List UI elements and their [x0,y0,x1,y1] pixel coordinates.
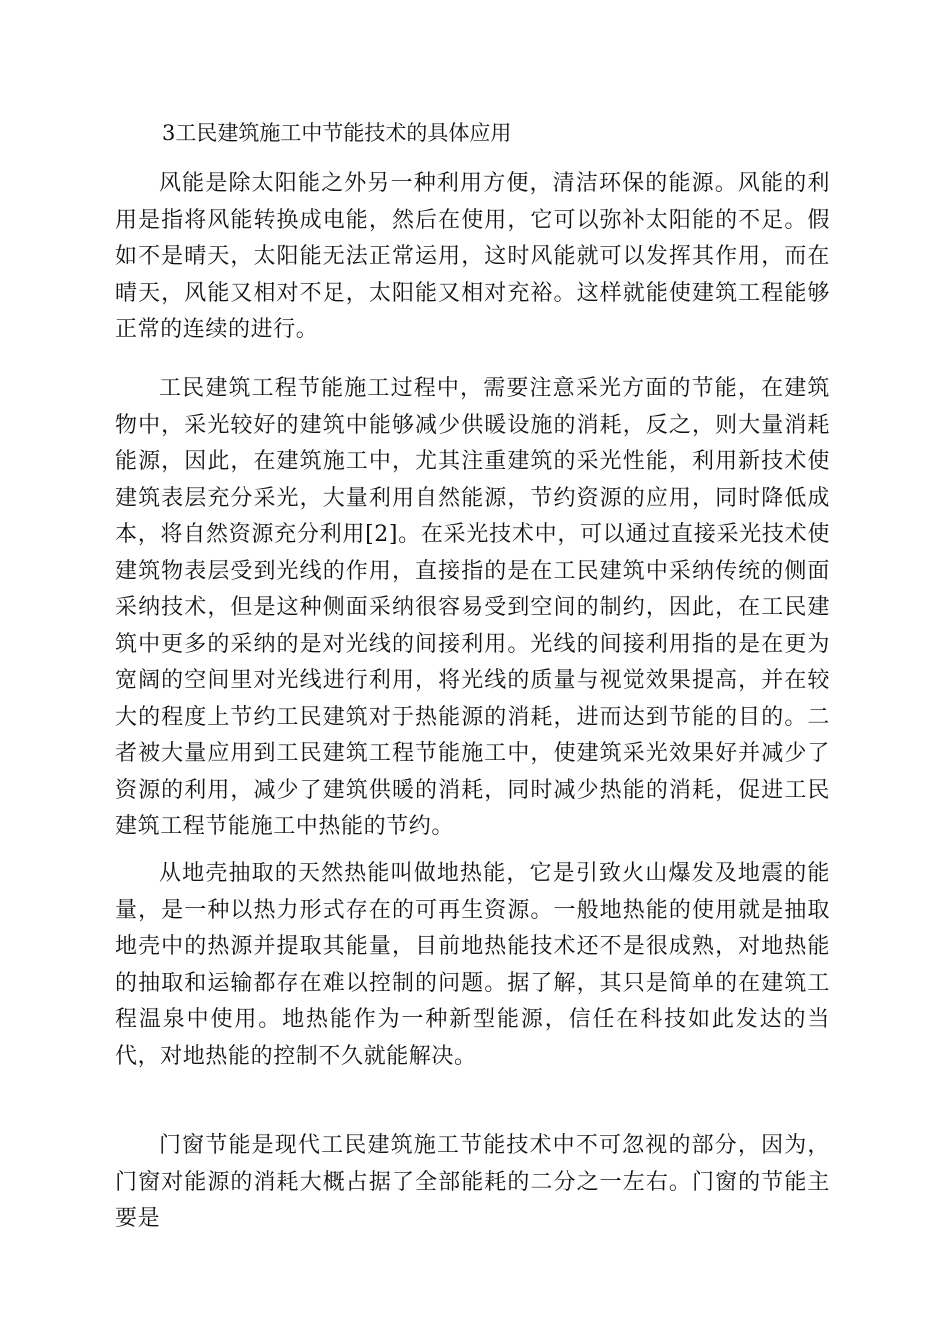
paragraph-geothermal: 从地壳抽取的天然热能叫做地热能，它是引致火山爆发及地震的能量，是一种以热力形式存在的可再生资源。一般地热能的使用就是抽取地壳中的热源并提取其能量，目前地热能技术还不是很成熟，对地热能的抽取和运输都存在难以控制的问题。据了解，其只是简单的在建筑工程温泉中使用。地热能作为一种新型能源，信任在科技如此发达的当代，对地热能的控制不久就能解决。 [115,861,830,1069]
paragraph-doors-windows: 门窗节能是现代工民建筑施工节能技术中不可忽视的部分，因为，门窗对能源的消耗大概占据了全部能耗的二分之一左右。门窗的节能主要是 [115,1133,830,1231]
paragraph-daylighting: 工民建筑工程节能施工过程中，需要注意采光方面的节能，在建筑物中，采光较好的建筑中能够减少供暖设施的消耗，反之，则大量消耗能源，因此，在建筑施工中，尤其注重建筑的采光性能，利用新技术使建筑表层充分采光，大量利用自然能源，节约资源的应用，同时降低成本，将自然资源充分利用[2]。在采光技术中，可以通过直接采光技术使建筑物表层受到光线的作用，直接指的是在工民建筑中采纳传统的侧面采纳技术，但是这种侧面采纳很容易受到空间的制约，因此，在工民建筑中更多的采纳的是对光线的间接利用。光线的间接利用指的是在更为宽阔的空间里对光线进行利用，将光线的质量与视觉效果提高，并在较大的程度上节约工民建筑对于热能源的消耗，进而达到节能的目的。二者被大量应用到工民建筑工程节能施工中，使建筑采光效果好并减少了资源的利用，减少了建筑供暖的消耗，同时减少热能的消耗，促进工民建筑工程节能施工中热能的节约。 [115,376,830,839]
paragraph-wind-energy: 风能是除太阳能之外另一种利用方便，清洁环保的能源。风能的利用是指将风能转换成电能，然后在使用，它可以弥补太阳能的不足。假如不是晴天，太阳能无法正常运用，这时风能就可以发挥其作用，而在晴天，风能又相对不足，太阳能又相对充裕。这样就能使建筑工程能够正常的连续的进行。 [115,171,830,342]
section-heading: 3工民建筑施工中节能技术的具体应用 [162,121,512,145]
